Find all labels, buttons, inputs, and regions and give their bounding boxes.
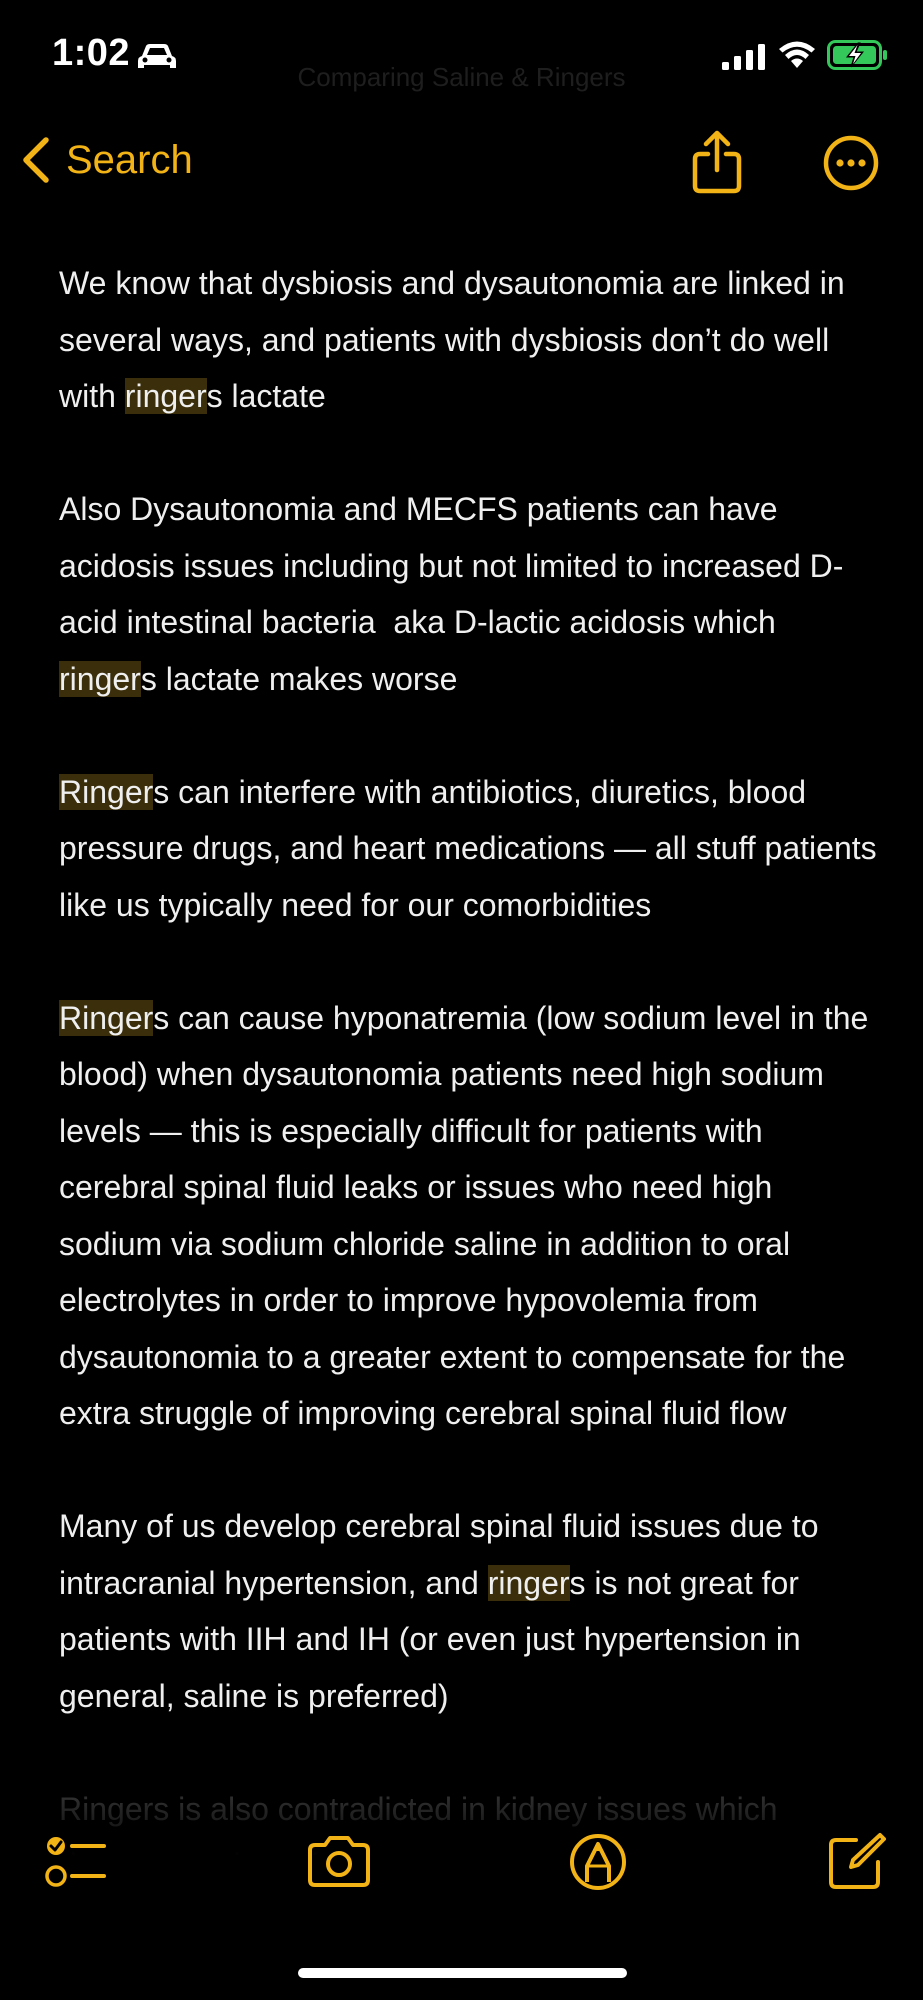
compose-icon[interactable]	[826, 1830, 888, 1892]
note-paragraph[interactable]	[59, 481, 879, 707]
note-text: Also Dysautonomia and MECFS patients can have acidosis issues including but not limited to increased D-acid intestinal bacteria aka D-lactic acidosis which	[59, 491, 844, 640]
note-text: Many of us develop cerebral spinal fluid issues due to intracranial hypertension, and	[59, 1508, 828, 1601]
note-paragraph[interactable]	[59, 990, 879, 1442]
note-paragraph[interactable]	[59, 764, 886, 934]
home-indicator[interactable]	[298, 1968, 627, 1978]
battery-charging-icon	[827, 40, 889, 70]
chevron-left-icon	[20, 136, 52, 184]
note-text: s lactate	[206, 378, 326, 414]
wifi-icon	[778, 40, 816, 70]
note-paragraph[interactable]	[59, 1498, 879, 1724]
note-paragraph[interactable]	[59, 255, 879, 425]
search-highlight: Ringer	[59, 773, 154, 810]
status-bar	[0, 0, 923, 110]
markup-icon[interactable]	[568, 1832, 628, 1892]
search-highlight: ringer	[59, 660, 141, 697]
note-body[interactable]	[59, 255, 886, 1835]
signal-icon	[722, 44, 766, 70]
note-text: s is not great for patients with IIH and IH (or even just hypertension in general, saline is preferred)	[59, 1564, 810, 1714]
note-text: We know that dysbiosis and dysautonomia are linked in several ways, and patients with dysbiosis don’t do well with	[59, 265, 854, 414]
search-highlight: ringer	[124, 378, 207, 414]
status-time: 1:02	[52, 32, 131, 74]
search-highlight: ringer	[487, 1564, 570, 1601]
more-icon[interactable]	[822, 130, 880, 194]
camera-icon[interactable]	[306, 1834, 372, 1890]
back-label: Search	[66, 137, 193, 182]
note-text: s lactate makes worse	[140, 660, 458, 697]
checklist-icon[interactable]	[44, 1834, 108, 1890]
nav-bar	[0, 130, 923, 210]
search-highlight: Ringer	[59, 999, 154, 1036]
ghost-title: Comparing Saline & Ringers	[297, 62, 626, 92]
bottom-toolbar	[0, 1830, 923, 1900]
note-text: s can interfere with antibiotics, diuretics, blood pressure drugs, and heart medications — all stuff patients like us typically need for our comorbidities	[59, 773, 886, 923]
share-icon[interactable]	[690, 130, 744, 194]
back-button[interactable]	[20, 136, 193, 184]
note-text: s can cause hyponatremia (low sodium level in the blood) when dysautonomia patients need high sodium levels — this is especially difficult for patients with cerebral spinal fluid leaks or issues who need high sodium via sodium chloride saline in addition to oral electrolytes in order to improve hypovolemia from dysautonomia to a greater extent to compensate for the extra struggle of improving cerebral spinal fluid flow	[59, 999, 878, 1431]
